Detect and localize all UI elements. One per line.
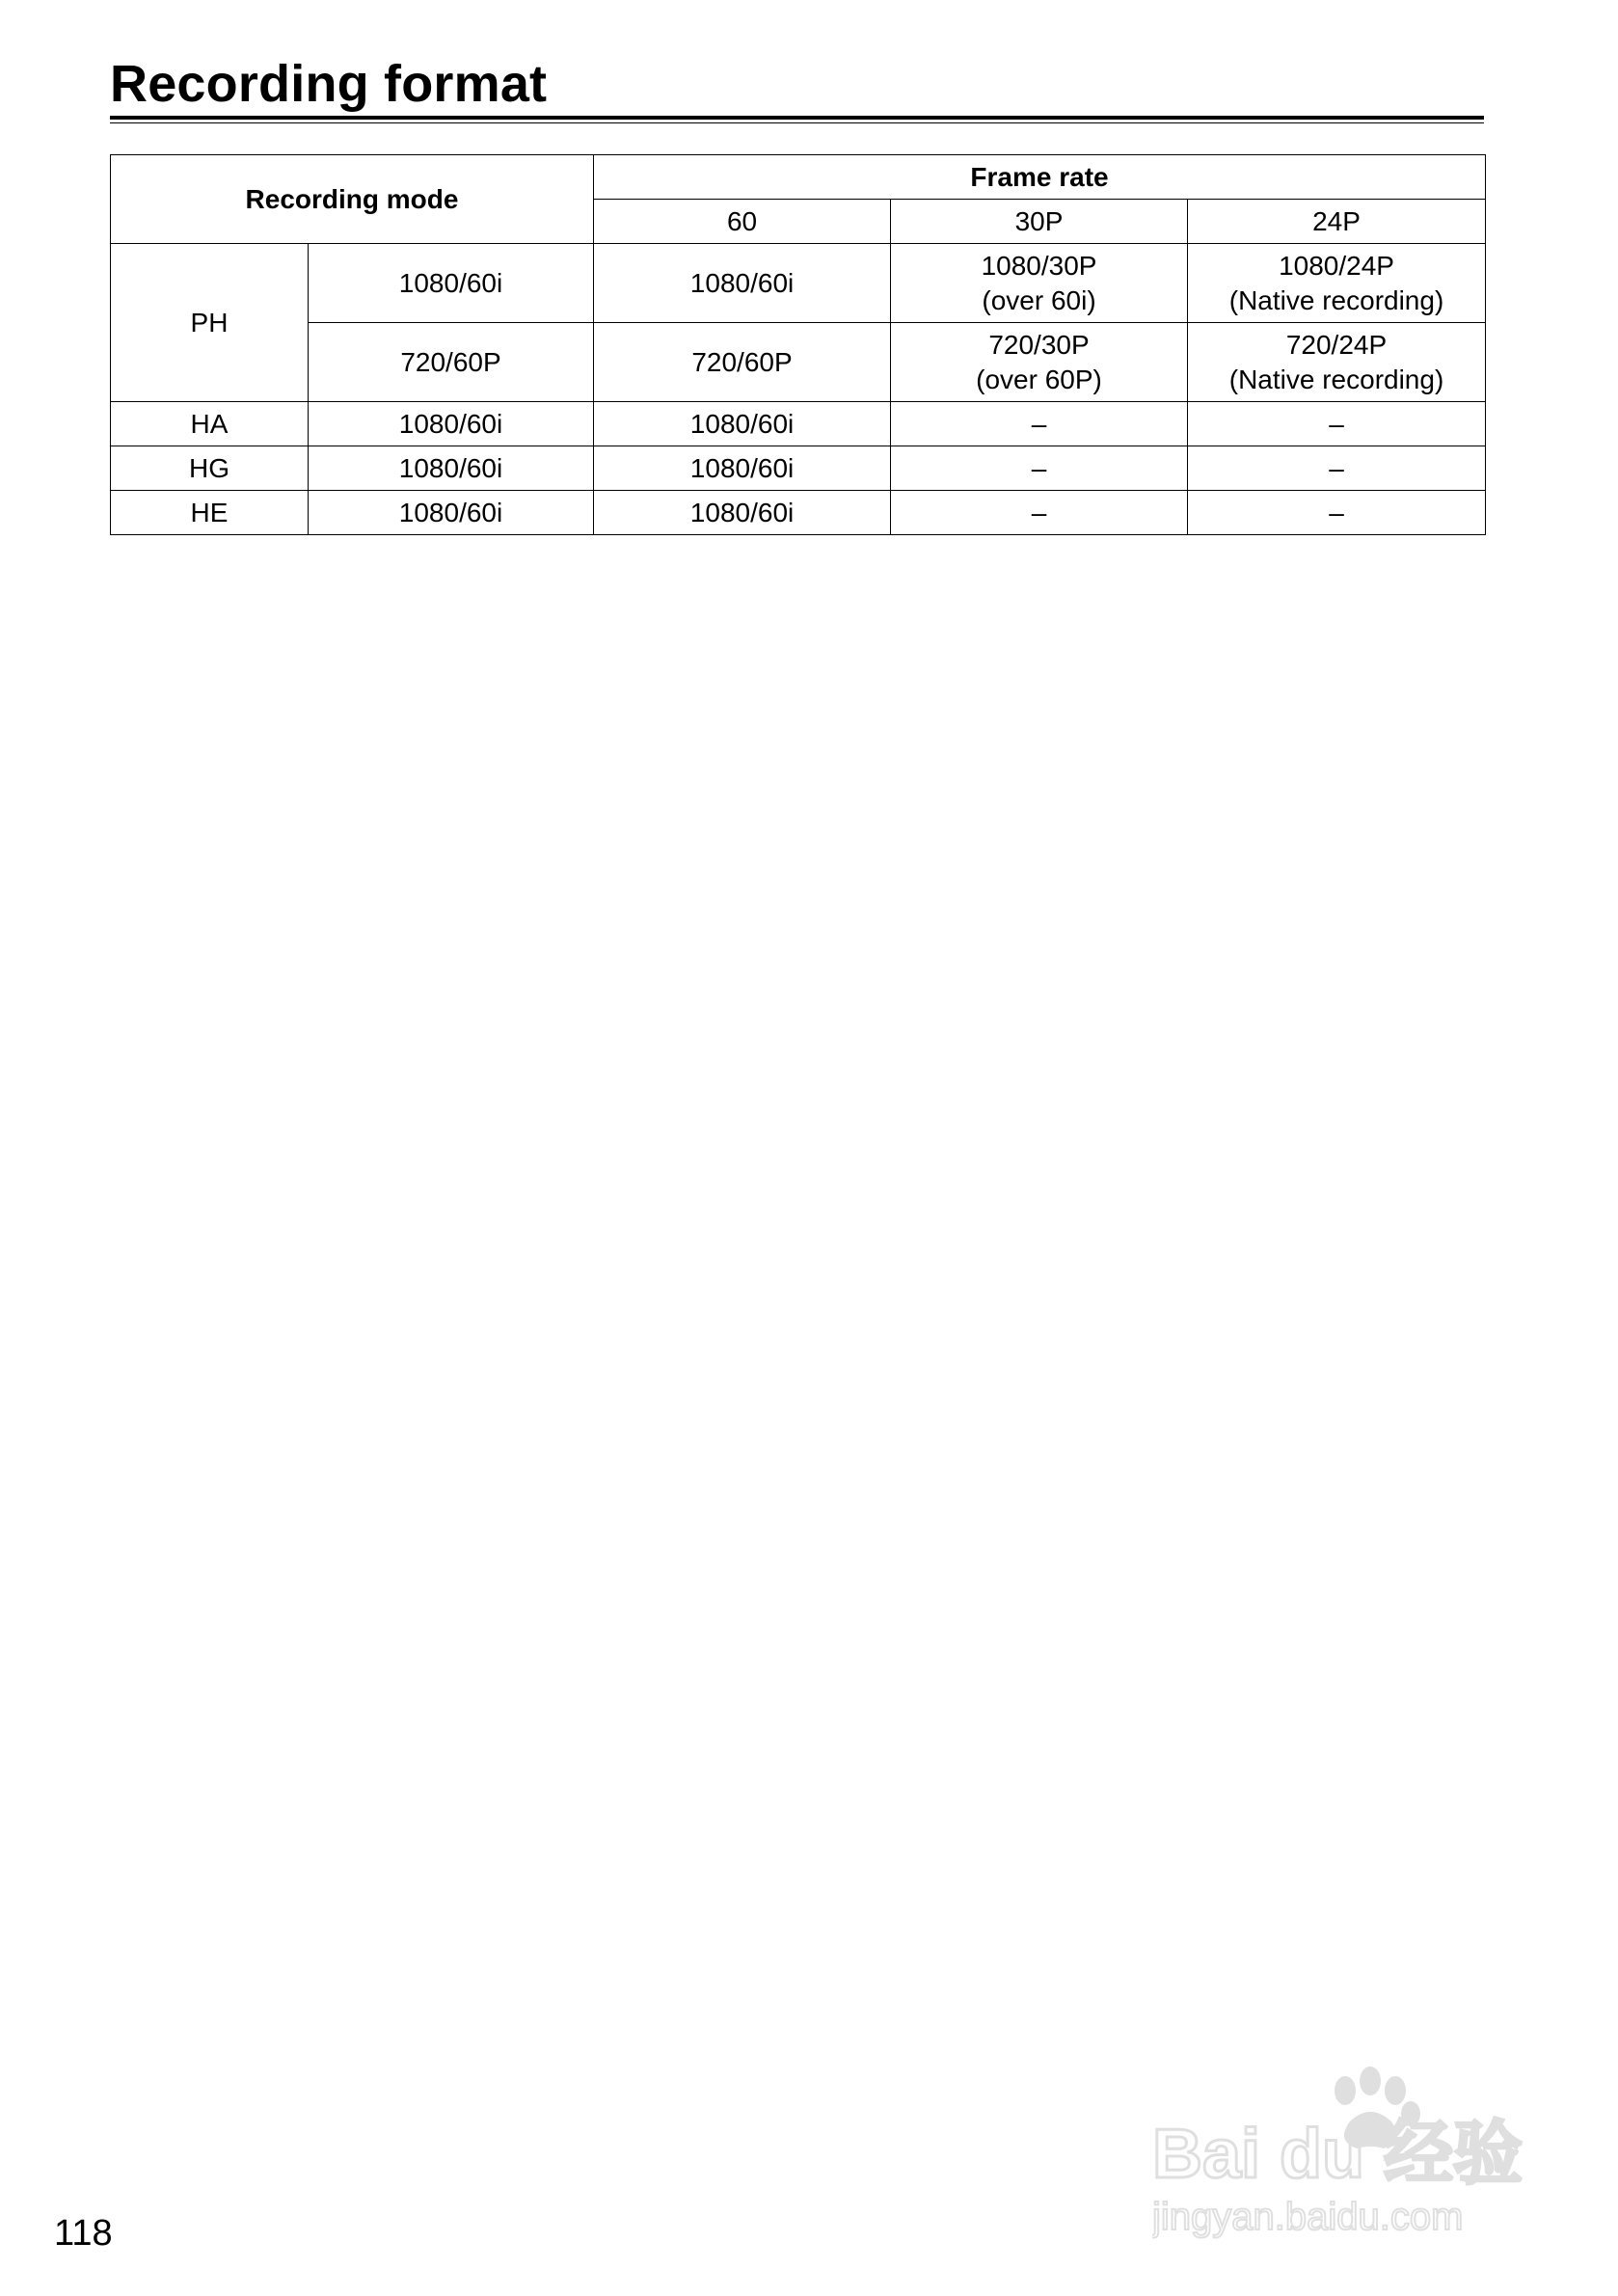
cell-line: (Native recording) (1228, 364, 1444, 394)
cell-line: 1080/30P (981, 250, 1097, 281)
format-cell: 1080/60i (309, 244, 594, 323)
header-fr-30p: 30P (891, 200, 1188, 244)
table-row (111, 244, 1486, 323)
mode-cell: HE (111, 491, 309, 535)
fr24p-cell (1188, 244, 1486, 323)
fr30p-cell: – (891, 491, 1188, 535)
fr30p-cell (891, 323, 1188, 402)
mode-cell: PH (111, 244, 309, 402)
title-divider-thin (110, 122, 1484, 123)
table-row (111, 323, 1486, 402)
fr60-cell: 1080/60i (594, 244, 891, 323)
fr24p-cell: – (1188, 446, 1486, 491)
cell-line: (Native recording) (1228, 284, 1444, 315)
fr24p-cell (1188, 323, 1486, 402)
recording-format-table (110, 154, 1486, 535)
table-row (111, 446, 1486, 491)
table-row (111, 402, 1486, 446)
fr60-cell: 720/60P (594, 323, 891, 402)
format-cell: 1080/60i (309, 402, 594, 446)
header-fr-24p: 24P (1188, 200, 1486, 244)
cell-line: (over 60P) (976, 364, 1102, 394)
header-frame-rate: Frame rate (594, 155, 1486, 200)
cell-line: (over 60i) (982, 284, 1096, 315)
fr60-cell: 1080/60i (594, 402, 891, 446)
cell-line: 1080/24P (1279, 250, 1394, 281)
format-cell: 1080/60i (309, 446, 594, 491)
header-recording-mode: Recording mode (111, 155, 594, 244)
fr24p-cell: – (1188, 402, 1486, 446)
baidu-jingyan-watermark (1152, 2064, 1557, 2247)
table-header-row (111, 155, 1486, 200)
format-cell: 720/60P (309, 323, 594, 402)
mode-cell: HG (111, 446, 309, 491)
fr60-cell: 1080/60i (594, 446, 891, 491)
cell-line: 720/24P (1285, 329, 1388, 360)
page-title: Recording format (110, 55, 548, 113)
table-row (111, 491, 1486, 535)
header-fr-60: 60 (594, 200, 891, 244)
cell-line: 720/30P (988, 329, 1090, 360)
mode-cell: HA (111, 402, 309, 446)
fr30p-cell (891, 244, 1188, 323)
fr24p-cell: – (1188, 491, 1486, 535)
watermark-brand: Bai du 经验 (1152, 2116, 1524, 2193)
fr30p-cell: – (891, 402, 1188, 446)
format-cell: 1080/60i (309, 491, 594, 535)
title-divider (110, 116, 1484, 120)
fr30p-cell: – (891, 446, 1188, 491)
page-number: 118 (54, 2213, 113, 2254)
fr60-cell: 1080/60i (594, 491, 891, 535)
watermark-url: jingyan.baidu.com (1152, 2196, 1464, 2238)
